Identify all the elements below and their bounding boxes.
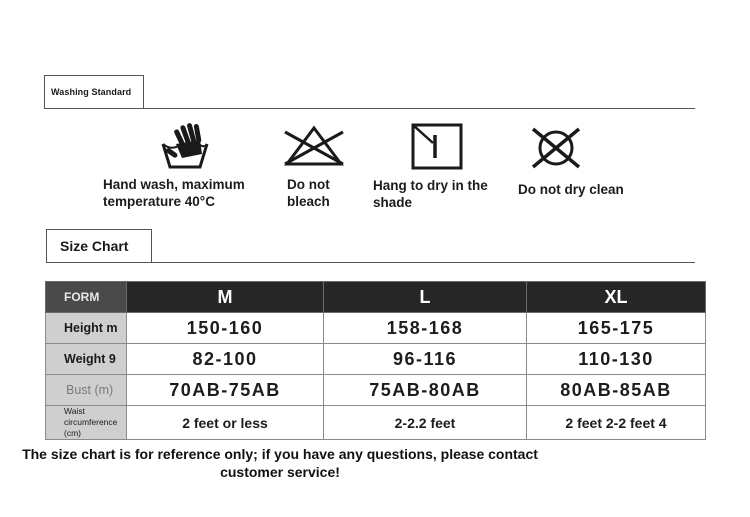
reference-note: The size chart is for reference only; if you have any questions, please contact customer service! bbox=[22, 446, 538, 480]
no-bleach-icon bbox=[283, 124, 345, 168]
dry-in-shade-label: Hang to dry in the shade bbox=[373, 178, 488, 210]
waist-l: 2-2.2 feet bbox=[324, 406, 527, 440]
weight-m: 82-100 bbox=[127, 344, 324, 375]
washing-standard-title: Washing Standard bbox=[51, 87, 132, 97]
header-size-m: M bbox=[127, 282, 324, 313]
size-chart-divider bbox=[46, 262, 695, 263]
row-label-weight: Weight 9 bbox=[46, 344, 127, 375]
header-size-xl: XL bbox=[527, 282, 706, 313]
bust-m: 70AB-75AB bbox=[127, 375, 324, 406]
size-chart-title: Size Chart bbox=[60, 238, 129, 254]
row-label-bust: Bust (m) bbox=[46, 375, 127, 406]
hand-wash-label: Hand wash, maximum temperature 40°C bbox=[103, 177, 245, 209]
header-form: FORM bbox=[46, 282, 127, 313]
height-xl: 165-175 bbox=[527, 313, 706, 344]
table-row bbox=[46, 375, 706, 406]
size-chart-tab bbox=[46, 229, 152, 263]
table-row bbox=[46, 313, 706, 344]
washing-standard-tab bbox=[44, 75, 144, 108]
bust-l: 75AB-80AB bbox=[324, 375, 527, 406]
hand-wash-icon bbox=[160, 120, 210, 170]
table-row bbox=[46, 406, 706, 440]
size-chart-table bbox=[45, 281, 706, 440]
bust-xl: 80AB-85AB bbox=[527, 375, 706, 406]
height-l: 158-168 bbox=[324, 313, 527, 344]
dry-in-shade-icon bbox=[411, 123, 463, 170]
weight-l: 96-116 bbox=[324, 344, 527, 375]
size-header-row bbox=[46, 282, 706, 313]
weight-xl: 110-130 bbox=[527, 344, 706, 375]
no-dry-clean-label: Do not dry clean bbox=[518, 182, 624, 197]
height-m: 150-160 bbox=[127, 313, 324, 344]
header-size-l: L bbox=[324, 282, 527, 313]
table-row bbox=[46, 344, 706, 375]
washing-standard-divider bbox=[44, 108, 695, 109]
no-bleach-label: Do not bleach bbox=[287, 177, 330, 209]
row-label-height: Height m bbox=[46, 313, 127, 344]
row-label-waist: Waist circumference (cm) bbox=[46, 406, 127, 440]
waist-m: 2 feet or less bbox=[127, 406, 324, 440]
waist-xl: 2 feet 2-2 feet 4 bbox=[527, 406, 706, 440]
no-dry-clean-icon bbox=[530, 126, 582, 170]
